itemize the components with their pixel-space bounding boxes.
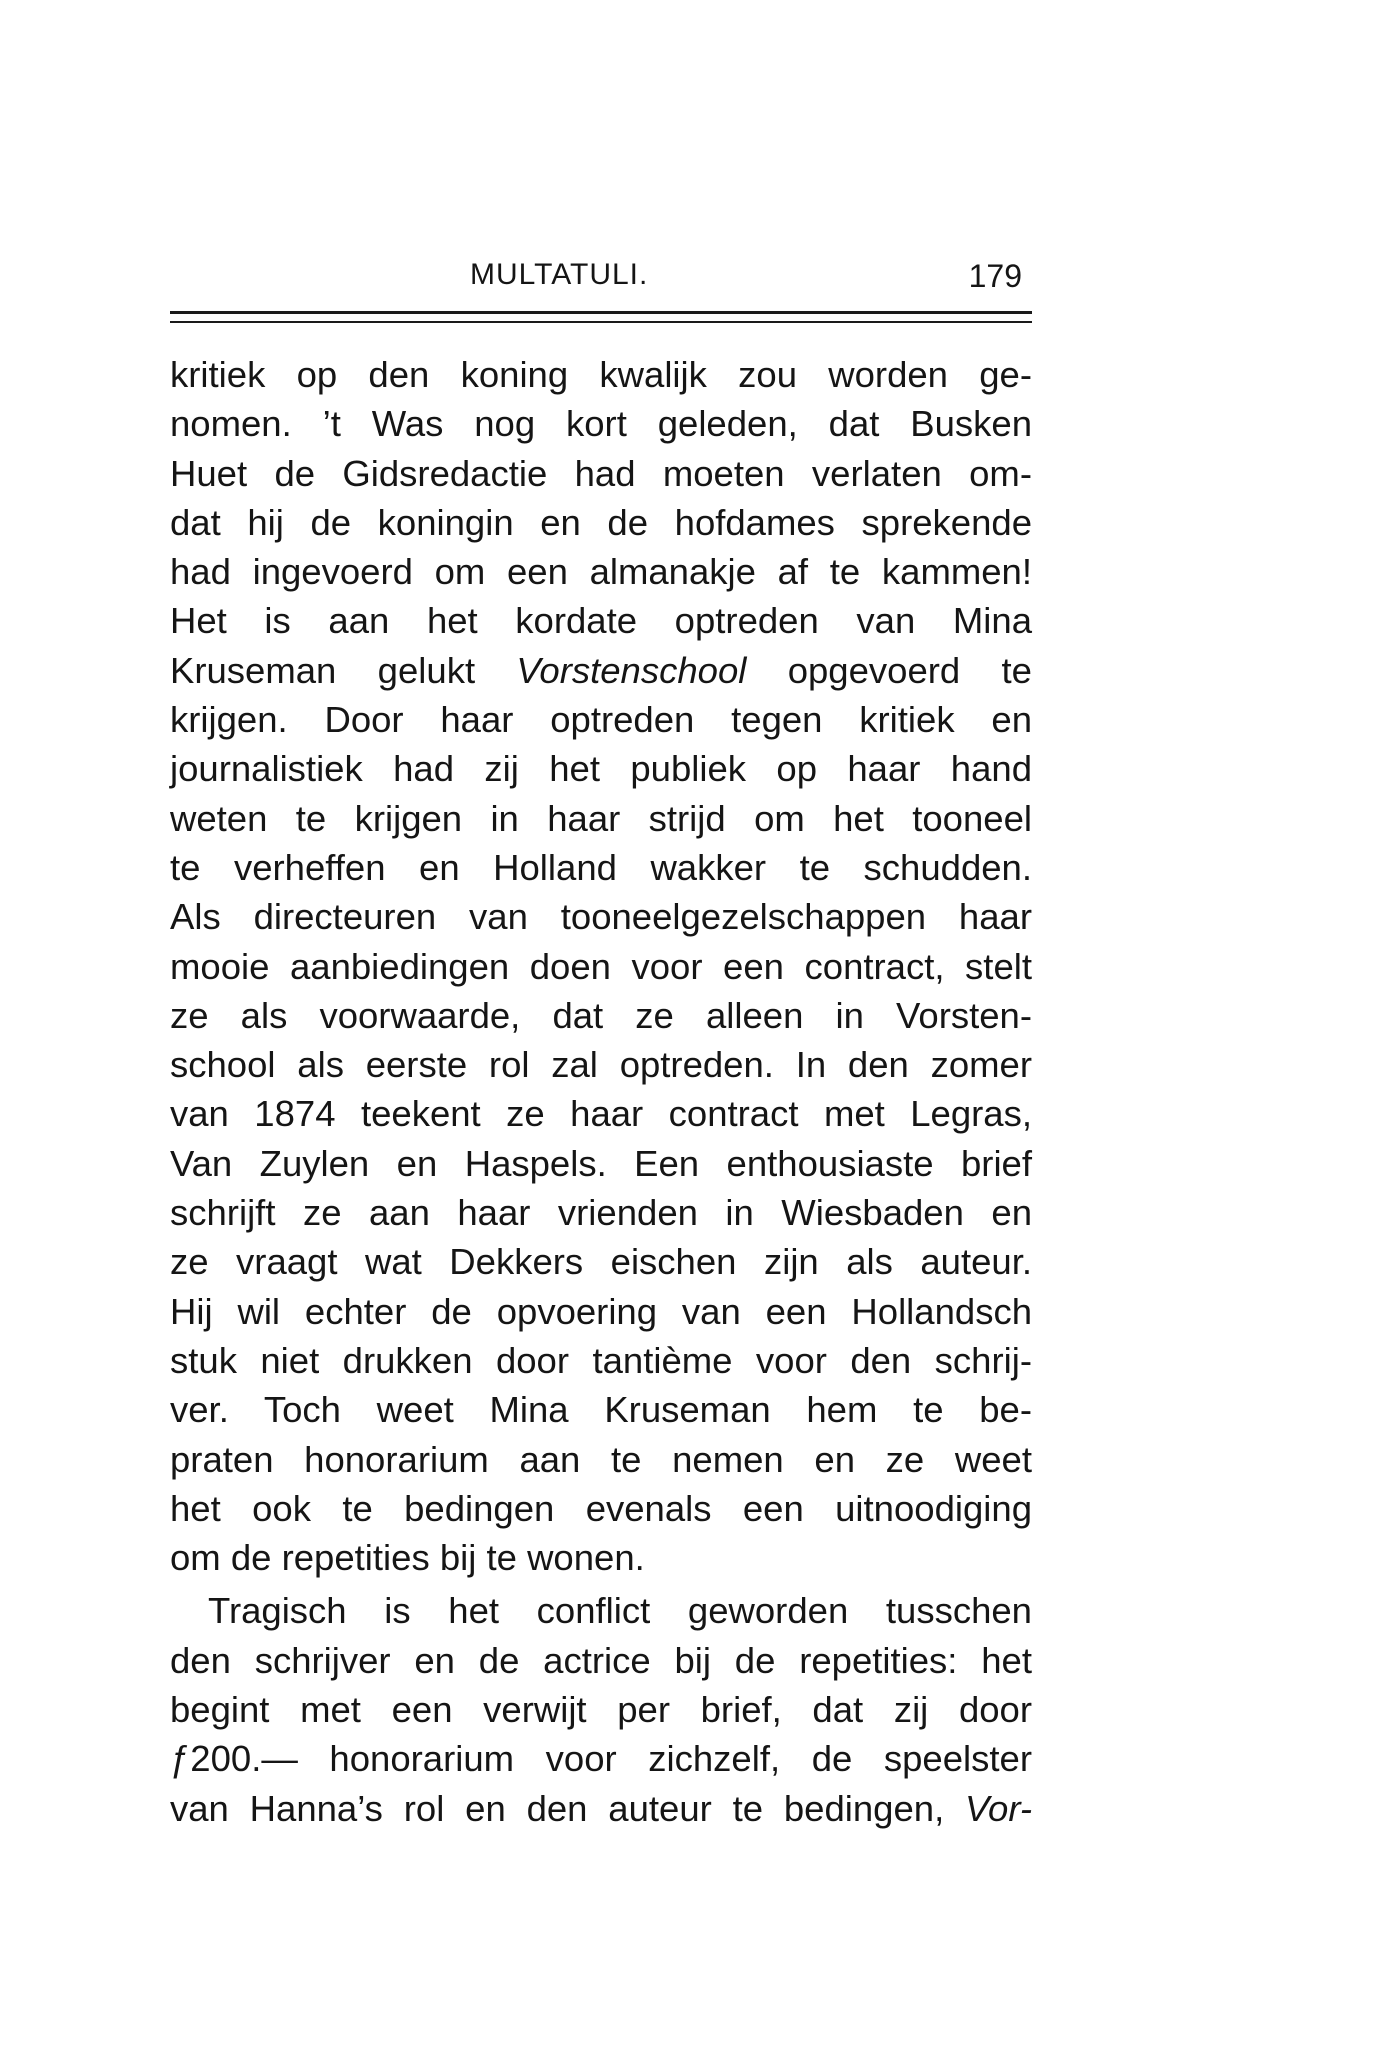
text-line: den schrijver en de actrice bij de repetities: het xyxy=(170,1639,1032,1681)
italic-title: Vor- xyxy=(965,1787,1032,1829)
running-header xyxy=(170,258,1032,298)
text-line: van 1874 teekent ze haar contract met Legras, xyxy=(170,1093,1032,1135)
text-line: ƒ200.— honorarium voor zichzelf, de speelster xyxy=(170,1738,1032,1780)
text-line: dat hij de koningin en de hofdames sprekende xyxy=(170,501,1032,543)
text-line: nomen. ’t Was nog kort geleden, dat Busken xyxy=(170,403,1032,445)
text-line: Huet de Gidsredactie had moeten verlaten om- xyxy=(170,452,1032,494)
text-line: ver. Toch weet Mina Kruseman hem te be- xyxy=(170,1389,1032,1431)
text-line: Hij wil echter de opvoering van een Hollandsch xyxy=(170,1290,1032,1332)
text-line: weten te krijgen in haar strijd om het tooneel xyxy=(170,797,1032,839)
text-line: praten honorarium aan te nemen en ze weet xyxy=(170,1438,1032,1480)
text-line: Kruseman gelukt Vorstenschool opgevoerd te xyxy=(170,649,1032,691)
text-line: Het is aan het kordate optreden van Mina xyxy=(170,600,1032,642)
text-line: ze vraagt wat Dekkers eischen zijn als auteur. xyxy=(170,1241,1032,1283)
text-line: Als directeuren van tooneelgezelschappen haar xyxy=(170,896,1032,938)
text-line: te verheffen en Holland wakker te schudden. xyxy=(170,846,1032,888)
text-line: om de repetities bij te wonen. xyxy=(170,1537,645,1579)
text-line: journalistiek had zij het publiek op haar hand xyxy=(170,748,1032,790)
text-line: stuk niet drukken door tantième voor den schrij- xyxy=(170,1339,1032,1381)
page-number: 179 xyxy=(968,258,1022,294)
text-line: mooie aanbiedingen doen voor een contract, stelt xyxy=(170,945,1032,987)
header-rule xyxy=(170,311,1032,314)
text-line: begint met een verwijt per brief, dat zij door xyxy=(170,1689,1032,1731)
text-line: van Hanna’s rol en den auteur te bedingen, Vor- xyxy=(170,1787,1032,1829)
text-line: Van Zuylen en Haspels. Een enthousiaste brief xyxy=(170,1142,1032,1184)
text-line: schrijft ze aan haar vrienden in Wiesbaden en xyxy=(170,1192,1032,1234)
header-title: MULTATULI. xyxy=(470,258,649,291)
header-rule-thin xyxy=(170,321,1032,323)
italic-title: Vorstenschool xyxy=(516,649,747,691)
text-line: Tragisch is het conflict geworden tusschen xyxy=(208,1590,1032,1632)
text-line: krijgen. Door haar optreden tegen kritiek en xyxy=(170,699,1032,741)
text-line: had ingevoerd om een almanakje af te kammen! xyxy=(170,551,1032,593)
text-line: ze als voorwaarde, dat ze alleen in Vorsten- xyxy=(170,994,1032,1036)
text-line: kritiek op den koning kwalijk zou worden ge- xyxy=(170,354,1032,395)
text-line: school als eerste rol zal optreden. In den zomer xyxy=(170,1044,1032,1086)
text-line: het ook te bedingen evenals een uitnoodiging xyxy=(170,1487,1032,1529)
body-text xyxy=(170,350,1032,1833)
